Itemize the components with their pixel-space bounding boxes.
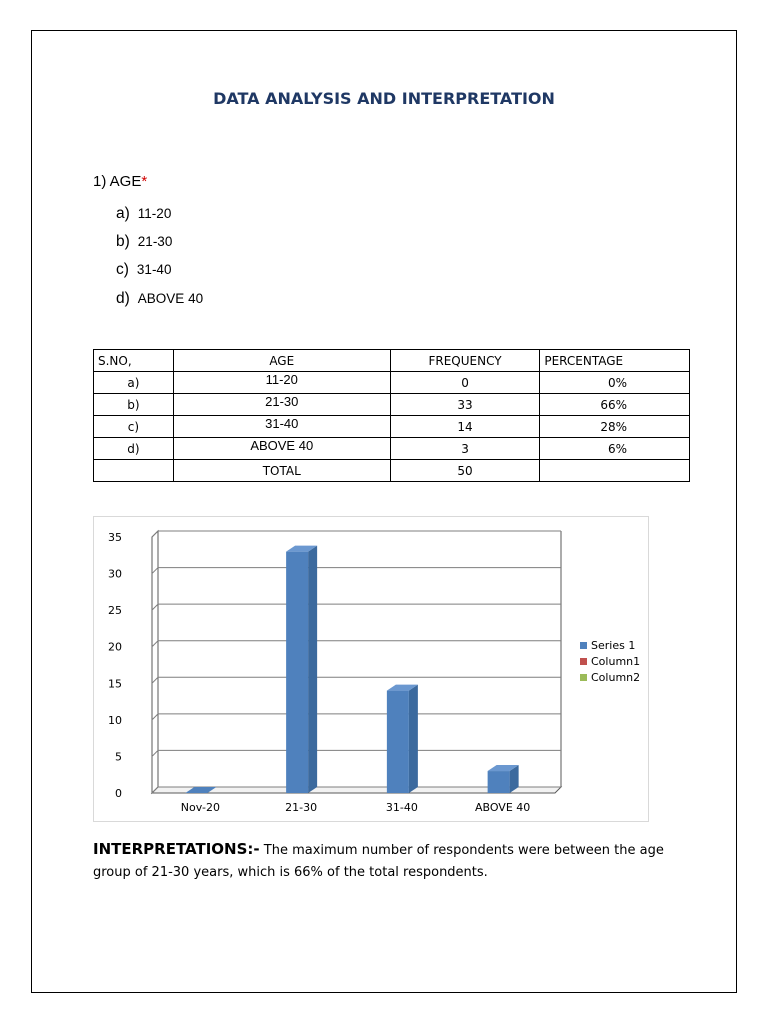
y-tick-label: 25 bbox=[108, 604, 122, 618]
gridline bbox=[152, 641, 561, 647]
cell-empty bbox=[540, 460, 690, 482]
option-text: 31-40 bbox=[136, 262, 172, 277]
option-d bbox=[116, 290, 203, 308]
header-age: AGE bbox=[173, 350, 390, 372]
cell-percentage: 28% bbox=[540, 416, 690, 438]
cell-sno: b) bbox=[94, 394, 174, 416]
bar-side bbox=[308, 546, 317, 793]
legend-swatch bbox=[580, 674, 587, 681]
table-row bbox=[94, 416, 690, 438]
y-tick-label: 20 bbox=[108, 640, 122, 654]
cell-frequency: 14 bbox=[390, 416, 540, 438]
bar-front bbox=[286, 552, 308, 793]
cell-percentage: 66% bbox=[540, 394, 690, 416]
legend-label: Series 1 bbox=[591, 639, 636, 652]
chart-svg bbox=[94, 517, 650, 823]
legend-label: Column2 bbox=[591, 671, 641, 684]
total-label: TOTAL bbox=[173, 460, 390, 482]
y-tick-label: 10 bbox=[108, 713, 122, 727]
cell-frequency: 3 bbox=[390, 438, 540, 460]
option-text: ABOVE 40 bbox=[137, 291, 204, 306]
legend-swatch bbox=[580, 658, 587, 665]
header-percentage: PERCENTAGE bbox=[540, 350, 690, 372]
question-age bbox=[93, 173, 147, 190]
bar-front bbox=[387, 691, 409, 793]
legend-swatch bbox=[580, 642, 587, 649]
option-letter: d) bbox=[116, 290, 130, 307]
cell-age: 21-30 bbox=[173, 394, 390, 416]
header-sno: S.NO, bbox=[94, 350, 174, 372]
option-text: 21-30 bbox=[137, 234, 173, 249]
age-frequency-table bbox=[93, 349, 690, 482]
cell-sno: a) bbox=[94, 372, 174, 394]
gridline bbox=[152, 531, 561, 537]
gridline bbox=[152, 568, 561, 574]
y-tick-label: 30 bbox=[108, 567, 122, 581]
bar-side bbox=[409, 685, 418, 793]
y-tick-label: 35 bbox=[108, 531, 122, 544]
required-star: * bbox=[141, 173, 148, 190]
cell-age: 31-40 bbox=[173, 416, 390, 438]
interpretation-heading: INTERPRETATIONS:- bbox=[93, 840, 260, 858]
cell-frequency: 33 bbox=[390, 394, 540, 416]
table-header-row bbox=[94, 350, 690, 372]
header-frequency: FREQUENCY bbox=[390, 350, 540, 372]
y-tick-label: 5 bbox=[115, 750, 122, 764]
option-letter: c) bbox=[116, 261, 129, 278]
bar-front bbox=[488, 771, 510, 793]
y-tick-label: 15 bbox=[108, 677, 122, 691]
table-row bbox=[94, 394, 690, 416]
option-c bbox=[116, 261, 171, 279]
option-a bbox=[116, 205, 171, 223]
gridline bbox=[152, 604, 561, 610]
cell-percentage: 6% bbox=[540, 438, 690, 460]
legend-label: Column1 bbox=[591, 655, 641, 668]
table-row bbox=[94, 438, 690, 460]
cell-age: 11-20 bbox=[173, 372, 390, 394]
x-tick-label: 31-40 bbox=[385, 801, 418, 814]
cell-sno: c) bbox=[94, 416, 174, 438]
cell-age: ABOVE 40 bbox=[173, 438, 390, 460]
x-tick-label: 21-30 bbox=[285, 801, 318, 814]
x-tick-label: ABOVE 40 bbox=[474, 801, 531, 814]
option-text: 11-20 bbox=[137, 206, 172, 221]
cell-percentage: 0% bbox=[540, 372, 690, 394]
gridline bbox=[152, 750, 561, 756]
cell-sno: d) bbox=[94, 438, 174, 460]
y-tick-label: 0 bbox=[115, 787, 122, 800]
page-title: DATA ANALYSIS AND INTERPRETATION bbox=[213, 89, 555, 108]
option-letter: a) bbox=[116, 205, 130, 222]
option-letter: b) bbox=[116, 233, 130, 250]
gridline bbox=[152, 714, 561, 720]
gridline bbox=[152, 677, 561, 683]
cell-empty bbox=[94, 460, 174, 482]
option-b bbox=[116, 233, 172, 251]
age-bar-chart bbox=[93, 516, 649, 822]
interpretation bbox=[93, 838, 693, 884]
cell-frequency: 0 bbox=[390, 372, 540, 394]
interpretation-text: The maximum number of respondents were between the age group of 21-30 years, which is 66% of the total respondents. bbox=[93, 843, 664, 880]
total-frequency: 50 bbox=[390, 460, 540, 482]
x-tick-label: Nov-20 bbox=[180, 801, 220, 814]
question-label: 1) AGE bbox=[93, 173, 142, 190]
table-row bbox=[94, 372, 690, 394]
table-total-row bbox=[94, 460, 690, 482]
